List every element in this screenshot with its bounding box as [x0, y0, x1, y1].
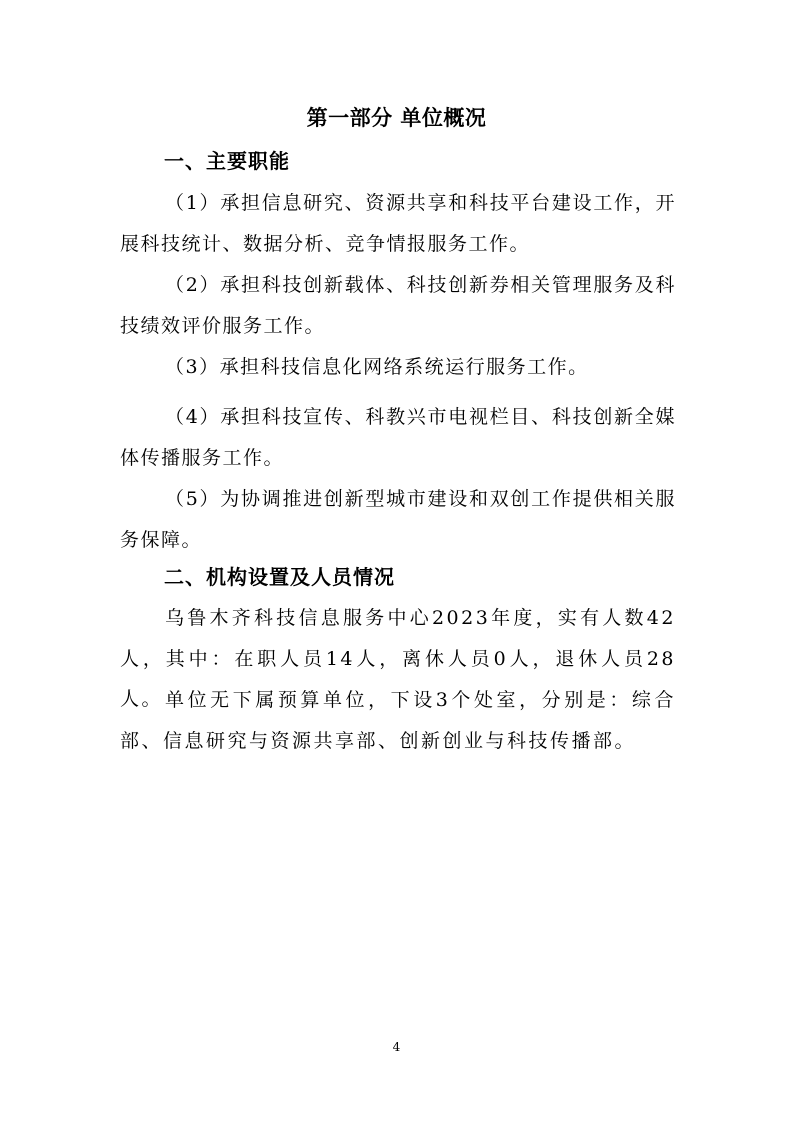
staffing-paragraph: 乌鲁木齐科技信息服务中心2023年度，实有人数42人，其中：在职人员14人，离休人员0人，退休人员28人。 [120, 607, 676, 710]
page-number: 4 [392, 1040, 401, 1054]
departments-paragraph: 单位无下属预算单位，下设3个处室，分别是：综合部、信息研究与资源共享部、创新创业与科技传播部。 [120, 689, 676, 752]
section-heading-organization: 二、机构设置及人员情况 [164, 565, 395, 589]
page-title: 第一部分 单位概况 [306, 106, 487, 130]
section-heading-main-functions: 一、主要职能 [164, 149, 290, 173]
function-item-2: （2）承担科技创新载体、科技创新券相关管理服务及科技绩效评价服务工作。 [120, 274, 676, 337]
function-item-4: （4）承担科技宣传、科教兴市电视栏目、科技创新全媒体传播服务工作。 [120, 406, 676, 469]
function-item-3: （3）承担科技信息化网络系统运行服务工作。 [165, 356, 589, 378]
function-item-5: （5）为协调推进创新型城市建设和双创工作提供相关服务保障。 [120, 488, 676, 551]
function-item-1: （1）承担信息研究、资源共享和科技平台建设工作，开展科技统计、数据分析、竞争情报服务工作。 [120, 192, 676, 255]
